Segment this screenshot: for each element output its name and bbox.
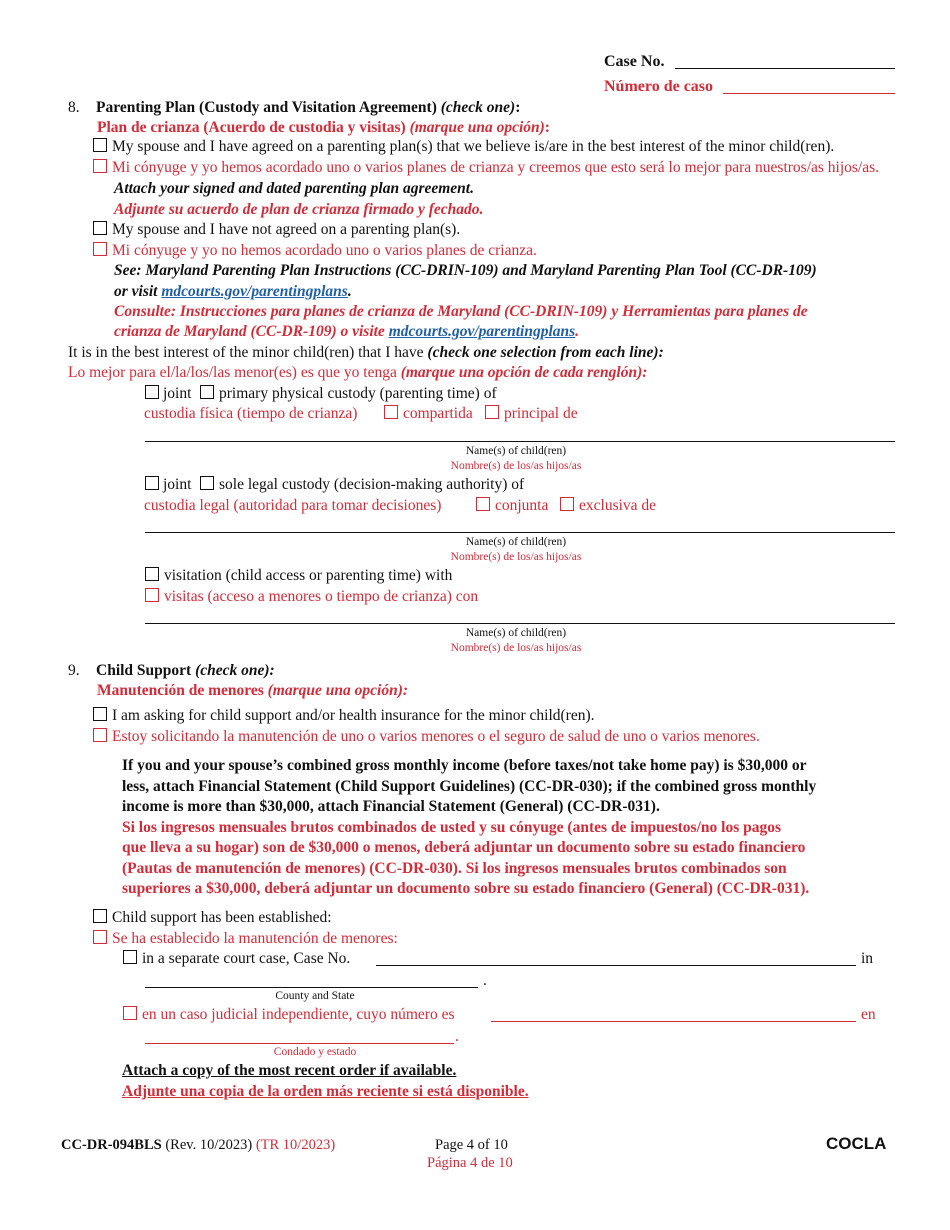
child-support-request-checkbox-es[interactable] [93, 728, 107, 742]
county-state-caption-es: Condado y estado [273, 1046, 357, 1058]
county-state-period-es: . [455, 1028, 459, 1045]
joint-physical-checkbox[interactable] [145, 385, 159, 399]
income-note-line-3: income is more than $30,000, attach Financial Statement (General) (CC-DR-031). [122, 798, 660, 815]
joint-legal-checkbox[interactable] [145, 476, 159, 490]
agreed-plan-label-es: Mi cónyuge y yo hemos acordado uno o varios planes de crianza y creemos que esto será lo mejor para nuestros/as hijos/as. [112, 159, 880, 176]
physical-custody-label-es: custodia física (tiempo de crianza) [144, 405, 358, 422]
separate-case-checkbox-es[interactable] [123, 1006, 137, 1020]
income-note-es-line-1: Si los ingresos mensuales brutos combinados de usted y su cónyuge (antes de impuestos/no los pagos [122, 819, 781, 836]
agreed-plan-checkbox-es[interactable] [93, 159, 107, 173]
legal-names-caption-es: Nombre(s) de los/as hijos/as [450, 551, 582, 563]
principal-physical-label: principal de [504, 405, 578, 422]
separate-case-checkbox[interactable] [123, 950, 137, 964]
conjunta-legal-label: conjunta [495, 497, 549, 514]
child-support-request-label: I am asking for child support and/or health insurance for the minor child(ren). [112, 707, 595, 724]
section-8-number: 8. [68, 99, 80, 116]
sole-legal-checkbox[interactable] [200, 476, 214, 490]
joint-physical-label: joint [163, 385, 192, 402]
case-no-field[interactable] [675, 68, 895, 69]
visitation-label: visitation (child access or parenting time) with [164, 567, 453, 584]
section-8-title-es: Plan de crianza (Acuerdo de custodia y visitas) (marque una opción): [97, 119, 550, 136]
visitation-names-caption: Name(s) of child(ren) [465, 627, 567, 639]
county-state-period: . [483, 972, 487, 989]
support-established-label-es: Se ha establecido la manutención de menores: [112, 930, 398, 947]
county-state-field-es[interactable] [145, 1043, 454, 1044]
agreed-plan-checkbox[interactable] [93, 138, 107, 152]
primary-physical-label: primary physical custody (parenting time) of [219, 385, 497, 402]
income-note-es-line-2: que lleva a su hogar) son de $30,000 o menos, deberá adjuntar un documento sobre su estado financiero [122, 839, 806, 856]
physical-names-caption: Name(s) of child(ren) [465, 445, 567, 457]
section-9-title: Child Support (check one): [96, 662, 275, 679]
visitation-children-names-field[interactable] [145, 623, 895, 624]
exclusiva-legal-label: exclusiva de [579, 497, 657, 514]
footer-page-number-es: Página 4 de 10 [427, 1155, 513, 1171]
principal-physical-checkbox[interactable] [485, 405, 499, 419]
best-interest-text: It is in the best interest of the minor child(ren) that I have (check one selection from each line): [68, 344, 664, 361]
not-agreed-plan-label-es: Mi cónyuge y yo no hemos acordado uno o varios planes de crianza. [112, 242, 537, 259]
physical-children-names-field[interactable] [145, 441, 895, 442]
visitation-checkbox[interactable] [145, 567, 159, 581]
exclusiva-legal-checkbox[interactable] [560, 497, 574, 511]
best-interest-text-es: Lo mejor para el/la/los/las menor(es) es que yo tenga (marque una opción de cada renglón): [68, 364, 648, 381]
primary-physical-checkbox[interactable] [200, 385, 214, 399]
compartida-physical-checkbox[interactable] [384, 405, 398, 419]
legal-children-names-field[interactable] [145, 532, 895, 533]
footer-form-id: CC-DR-094BLS (Rev. 10/2023) (TR 10/2023) [61, 1137, 336, 1153]
separate-case-label: in a separate court case, Case No. [142, 950, 351, 967]
section-9-title-es: Manutención de menores (marque una opción): [97, 682, 409, 699]
parenting-plans-link-es[interactable]: mdcourts.gov/parentingplans [388, 323, 576, 340]
child-support-request-checkbox[interactable] [93, 707, 107, 721]
separate-case-number-field-es[interactable] [491, 1021, 856, 1022]
income-note-es-line-4: superiores a $30,000, deberá adjuntar un documento sobre su estado financiero (General) (CC-DR-031). [122, 880, 810, 897]
footer-page-number: Page 4 of 10 [435, 1137, 508, 1153]
child-support-request-label-es: Estoy solicitando la manutención de uno o varios menores o el seguro de salud de uno o varios menores. [112, 728, 760, 745]
case-no-label-es: Número de caso [604, 78, 714, 95]
agreed-plan-label: My spouse and I have agreed on a parenting plan(s) that we believe is/are in the best interest of the minor child(ren). [112, 138, 835, 155]
see-instructions: See: Maryland Parenting Plan Instructions (CC-DRIN-109) and Maryland Parenting Plan Tool (CC-DR-109) [114, 262, 817, 279]
compartida-physical-label: compartida [403, 405, 473, 422]
sole-legal-label: sole legal custody (decision-making authority) of [219, 476, 525, 493]
conjunta-legal-checkbox[interactable] [476, 497, 490, 511]
section-9-number: 9. [68, 662, 80, 679]
income-note-line-2: less, attach Financial Statement (Child Support Guidelines) (CC-DR-030); if the combined gross monthly [122, 778, 817, 795]
income-note-es-line-3: (Pautas de manutención de menores) (CC-DR-030). Si los ingresos mensuales brutos combinados son [122, 860, 787, 877]
separate-case-en-label: en [861, 1006, 876, 1023]
case-no-label: Case No. [604, 53, 665, 70]
see-instructions-es-line2: crianza de Maryland (CC-DR-109) o visite mdcourts.gov/parentingplans. [114, 323, 580, 340]
cocla-logo: COCLA [826, 1134, 887, 1153]
support-established-checkbox[interactable] [93, 909, 107, 923]
case-no-field-es[interactable] [723, 93, 895, 94]
see-instructions-line2: or visit mdcourts.gov/parentingplans. [114, 283, 352, 300]
county-state-field[interactable] [145, 987, 478, 988]
legal-custody-label-es: custodia legal (autoridad para tomar decisiones) [144, 497, 442, 514]
physical-names-caption-es: Nombre(s) de los/as hijos/as [450, 460, 582, 472]
attach-plan-note-es: Adjunte su acuerdo de plan de crianza firmado y fechado. [114, 201, 484, 218]
section-8-title: Parenting Plan (Custody and Visitation Agreement) (check one): [96, 99, 521, 116]
support-established-label: Child support has been established: [112, 909, 332, 926]
legal-names-caption: Name(s) of child(ren) [465, 536, 567, 548]
separate-case-number-field[interactable] [376, 965, 856, 966]
visitation-names-caption-es: Nombre(s) de los/as hijos/as [450, 642, 582, 654]
attach-plan-note: Attach your signed and dated parenting plan agreement. [114, 180, 474, 197]
attach-order-note: Attach a copy of the most recent order if available. [122, 1062, 457, 1079]
attach-order-note-es: Adjunte una copia de la orden más reciente si está disponible. [122, 1083, 529, 1100]
not-agreed-plan-label: My spouse and I have not agreed on a parenting plan(s). [112, 221, 461, 238]
parenting-plans-link[interactable]: mdcourts.gov/parentingplans [161, 283, 348, 300]
joint-legal-label: joint [163, 476, 192, 493]
county-state-caption: County and State [275, 990, 355, 1002]
visitation-label-es: visitas (acceso a menores o tiempo de crianza) con [164, 588, 479, 605]
income-note-line-1: If you and your spouse’s combined gross monthly income (before taxes/not take home pay) is $30,000 or [122, 757, 807, 774]
visitation-checkbox-es[interactable] [145, 588, 159, 602]
separate-case-in-label: in [861, 950, 874, 967]
see-instructions-es: Consulte: Instrucciones para planes de crianza de Maryland (CC-DRIN-109) y Herramientas para planes de [114, 303, 808, 320]
support-established-checkbox-es[interactable] [93, 930, 107, 944]
not-agreed-plan-checkbox[interactable] [93, 221, 107, 235]
not-agreed-plan-checkbox-es[interactable] [93, 242, 107, 256]
separate-case-label-es: en un caso judicial independiente, cuyo número es [142, 1006, 455, 1023]
